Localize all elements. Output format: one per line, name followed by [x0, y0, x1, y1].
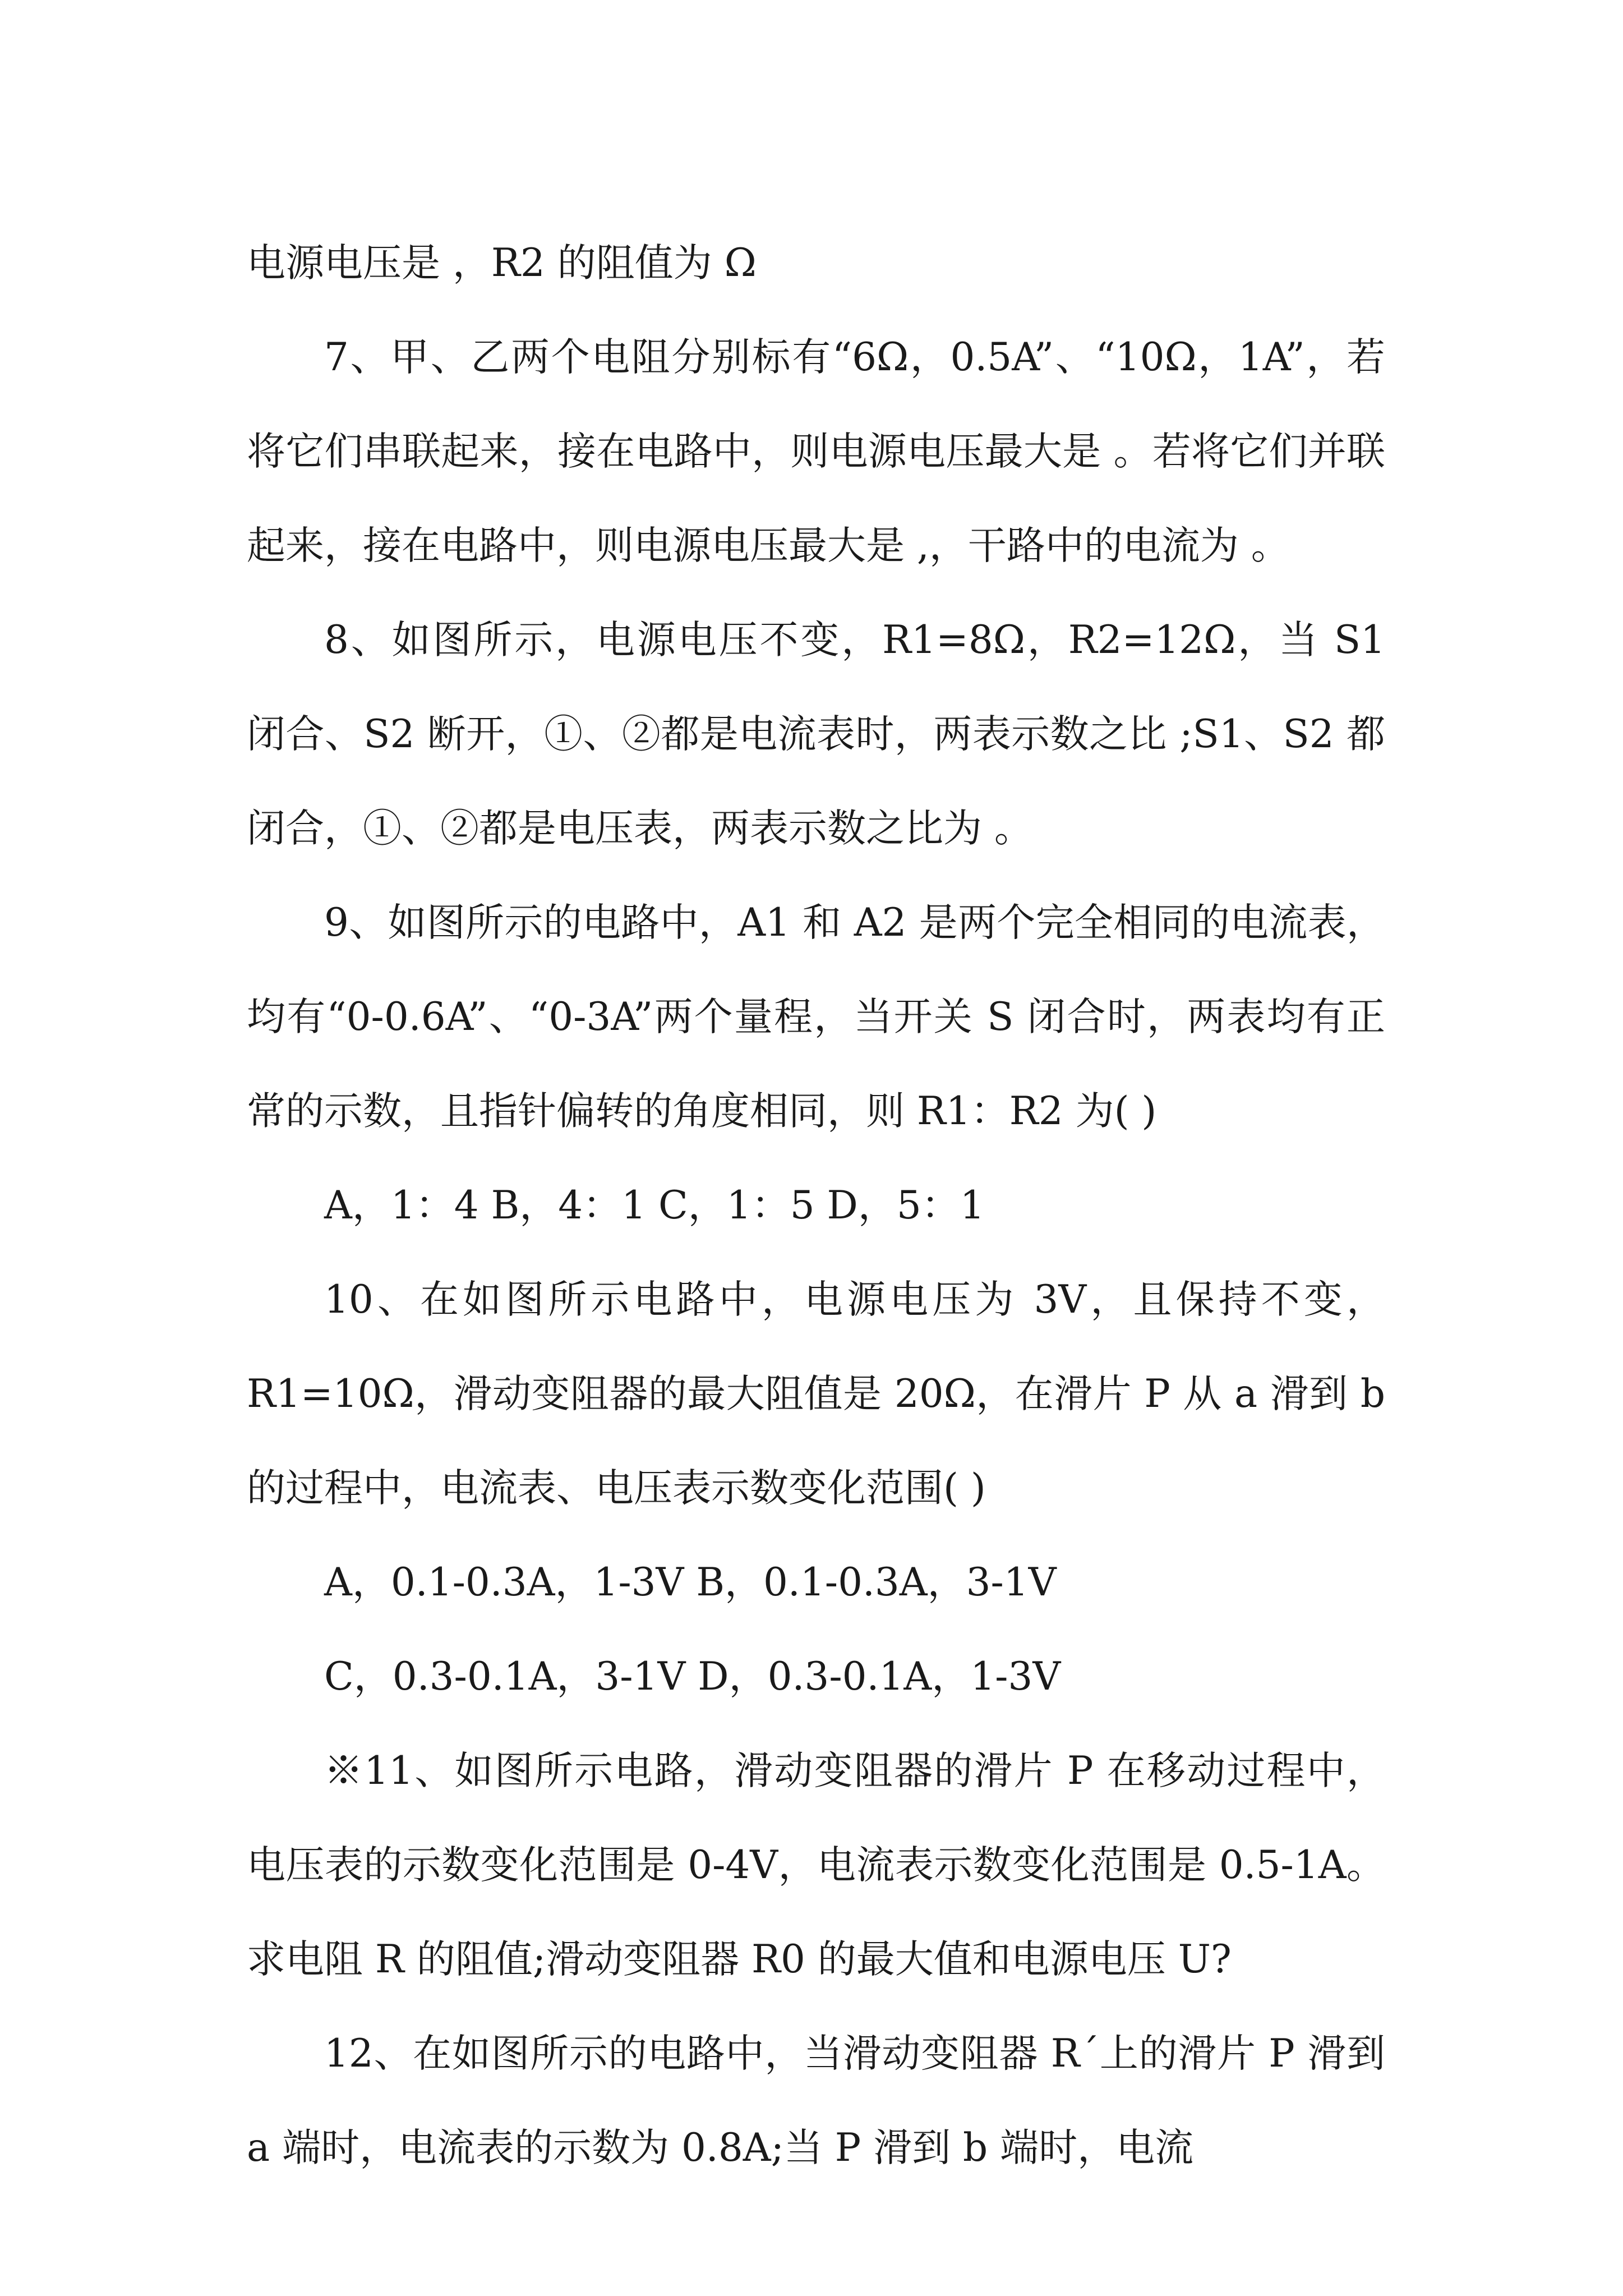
question-12: 12、在如图所示的电路中，当滑动变阻器 R´上的滑片 P 滑到 a 端时，电流表的示数为 0.8A;当 P 滑到 b 端时，电流 [247, 2031, 1385, 2170]
question-9: 9、如图所示的电路中，A1 和 A2 是两个完全相同的电流表，均有“0-0.6A”、“0-3A”两个量程，当开关 S 闭合时，两表均有正常的示数，且指针偏转的角度相同，则 R1：R2 为( ) [247, 900, 1385, 1134]
question-7: 7、甲、乙两个电阻分别标有“6Ω，0.5A”、“10Ω，1A”，若将它们串联起来，接在电路中，则电源电压最大是 。若将它们并联起来，接在电路中，则电源电压最大是 ,，干路中的电流为 。 [247, 335, 1386, 568]
question-8: 8、如图所示，电源电压不变，R1=8Ω，R2=12Ω，当 S1 闭合、S2 断开，①、②都是电流表时，两表示数之比 ;S1、S2 都闭合，①、②都是电压表，两表示数之比为 。 [247, 618, 1385, 851]
question-10: 10、在如图所示电路中，电源电压为 3V，且保持不变，R1=10Ω，滑动变阻器的最大阻值是 20Ω，在滑片 P 从 a 滑到 b 的过程中，电流表、电压表示数变化范围( ) [247, 1277, 1385, 1511]
document-body [247, 216, 1385, 2195]
question-10-options-ab: A，0.1-0.3A，1-3V B，0.1-0.3A，3-1V [324, 1560, 1057, 1605]
paragraph-continuation: 电源电压是 ，R2 的阻值为 Ω [247, 241, 757, 286]
question-11: ※11、如图所示电路，滑动变阻器的滑片 P 在移动过程中，电压表的示数变化范围是 0-4V，电流表示数变化范围是 0.5-1A。求电阻 R 的阻值;滑动变阻器 R0 的最大值和电源电压 U? [247, 1749, 1385, 1982]
question-10-options-cd: C，0.3-0.1A，3-1V D，0.3-0.1A，1-3V [324, 1654, 1061, 1699]
question-9-options: A，1：4 B，4：1 C，1：5 D，5：1 [324, 1183, 985, 1228]
